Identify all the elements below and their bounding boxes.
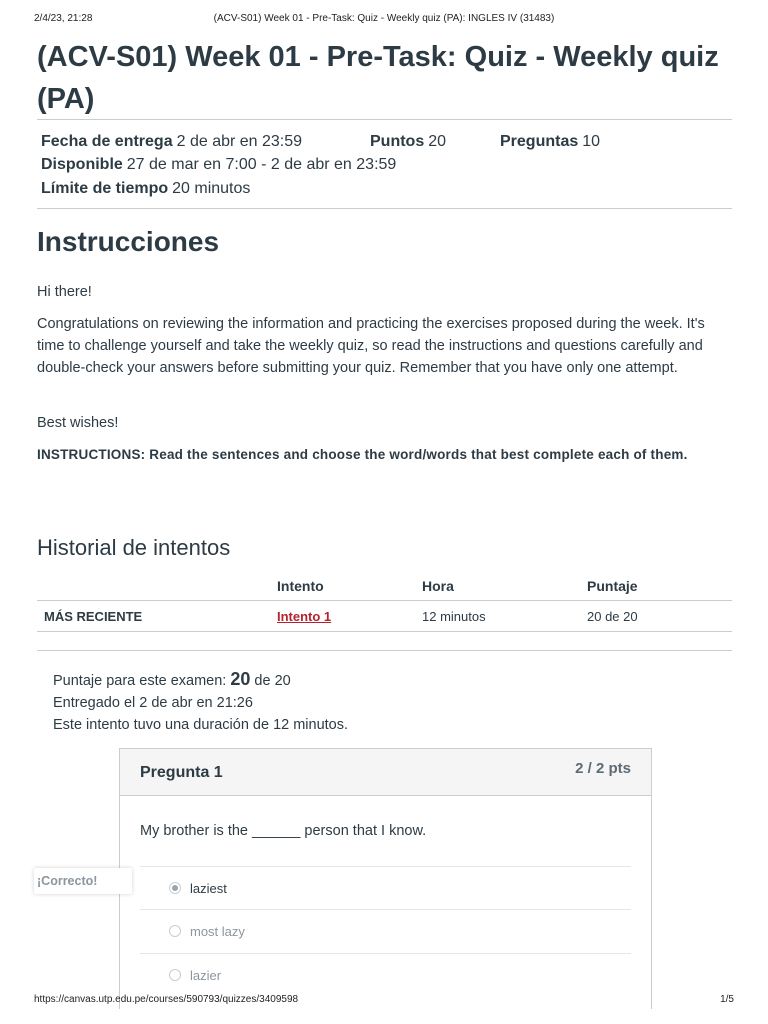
question-text: My brother is the ______ person that I know. <box>140 823 427 839</box>
print-doc-title: (ACV-S01) Week 01 - Pre-Task: Quiz - Weekly quiz (PA): INGLES IV (31483) <box>213 13 555 24</box>
column-header <box>37 572 277 601</box>
available-row <box>41 153 396 177</box>
print-page-number: 1/5 <box>720 994 734 1005</box>
questions-value: 10 <box>582 133 601 150</box>
attempt-cell <box>277 601 422 632</box>
answer-label: most lazy <box>190 924 245 939</box>
divider <box>37 208 732 209</box>
instructions-directive: INSTRUCTIONS: Read the sentences and choose the word/words that best complete each of them. <box>37 447 688 462</box>
question-points: 2 / 2 pts <box>575 760 631 777</box>
available-label: Disponible <box>41 156 123 173</box>
answer-label: lazier <box>190 968 222 983</box>
time-limit-value: 20 minutos <box>172 180 251 197</box>
points-row <box>370 130 446 154</box>
correct-answer-tag: ¡Correcto! <box>34 868 132 894</box>
available-value: 27 de mar en 7:00 - 2 de abr en 23:59 <box>126 156 397 173</box>
most-recent-label: MÁS RECIENTE <box>37 601 277 632</box>
print-url: https://canvas.utp.edu.pe/courses/590793/quizzes/3409598 <box>34 994 299 1005</box>
radio-icon[interactable] <box>169 969 181 981</box>
divider <box>37 119 732 120</box>
table-header-row <box>37 572 732 601</box>
radio-selected-icon[interactable] <box>169 882 181 894</box>
due-value: 2 de abr en 23:59 <box>176 133 303 150</box>
questions-label: Preguntas <box>500 133 579 150</box>
answer-option[interactable] <box>140 953 631 997</box>
instructions-body: Congratulations on reviewing the information and practicing the exercises proposed during the week. It's time to challenge yourself and take the weekly quiz, so read the instructions and questions carefully and double-check your answers before submitting your quiz. Remember that you have only one attempt. <box>37 316 705 376</box>
time-cell: 12 minutos <box>422 601 587 632</box>
column-header-time: Hora <box>422 572 587 601</box>
page-title: (ACV-S01) Week 01 - Pre-Task: Quiz - Weekly quiz (PA) <box>37 41 719 115</box>
score-suffix: de 20 <box>254 673 291 689</box>
instructions-heading: Instrucciones <box>37 226 220 257</box>
due-label: Fecha de entrega <box>41 133 173 150</box>
question-header <box>120 749 651 796</box>
score-line <box>53 668 348 692</box>
points-label: Puntos <box>370 133 425 150</box>
score-cell: 20 de 20 <box>587 601 732 632</box>
answer-option[interactable] <box>140 909 631 953</box>
score-value: 20 <box>230 669 251 689</box>
answer-option[interactable] <box>140 866 631 910</box>
attempt-summary <box>53 668 348 736</box>
divider <box>37 650 732 651</box>
question-card <box>119 748 652 1009</box>
table-row <box>37 601 732 632</box>
instructions-greeting: Hi there! <box>37 284 92 300</box>
column-header-score: Puntaje <box>587 572 732 601</box>
time-limit-row <box>41 177 250 201</box>
time-limit-label: Límite de tiempo <box>41 180 169 197</box>
answer-label: laziest <box>190 881 227 896</box>
attempt-link[interactable]: Intento 1 <box>277 608 332 624</box>
due-date-row <box>41 130 302 154</box>
questions-row <box>500 130 600 154</box>
print-datetime: 2/4/23, 21:28 <box>34 13 93 24</box>
column-header-attempt: Intento <box>277 572 422 601</box>
points-value: 20 <box>428 133 447 150</box>
attempt-history-table <box>37 572 732 632</box>
question-name: Pregunta 1 <box>140 764 223 781</box>
score-prefix: Puntaje para este examen: <box>53 673 227 689</box>
submitted-line: Entregado el 2 de abr en 21:26 <box>53 695 253 711</box>
history-heading: Historial de intentos <box>37 535 231 560</box>
instructions-closing: Best wishes! <box>37 415 119 431</box>
duration-line: Este intento tuvo una duración de 12 minutos. <box>53 717 349 733</box>
radio-icon[interactable] <box>169 925 181 937</box>
